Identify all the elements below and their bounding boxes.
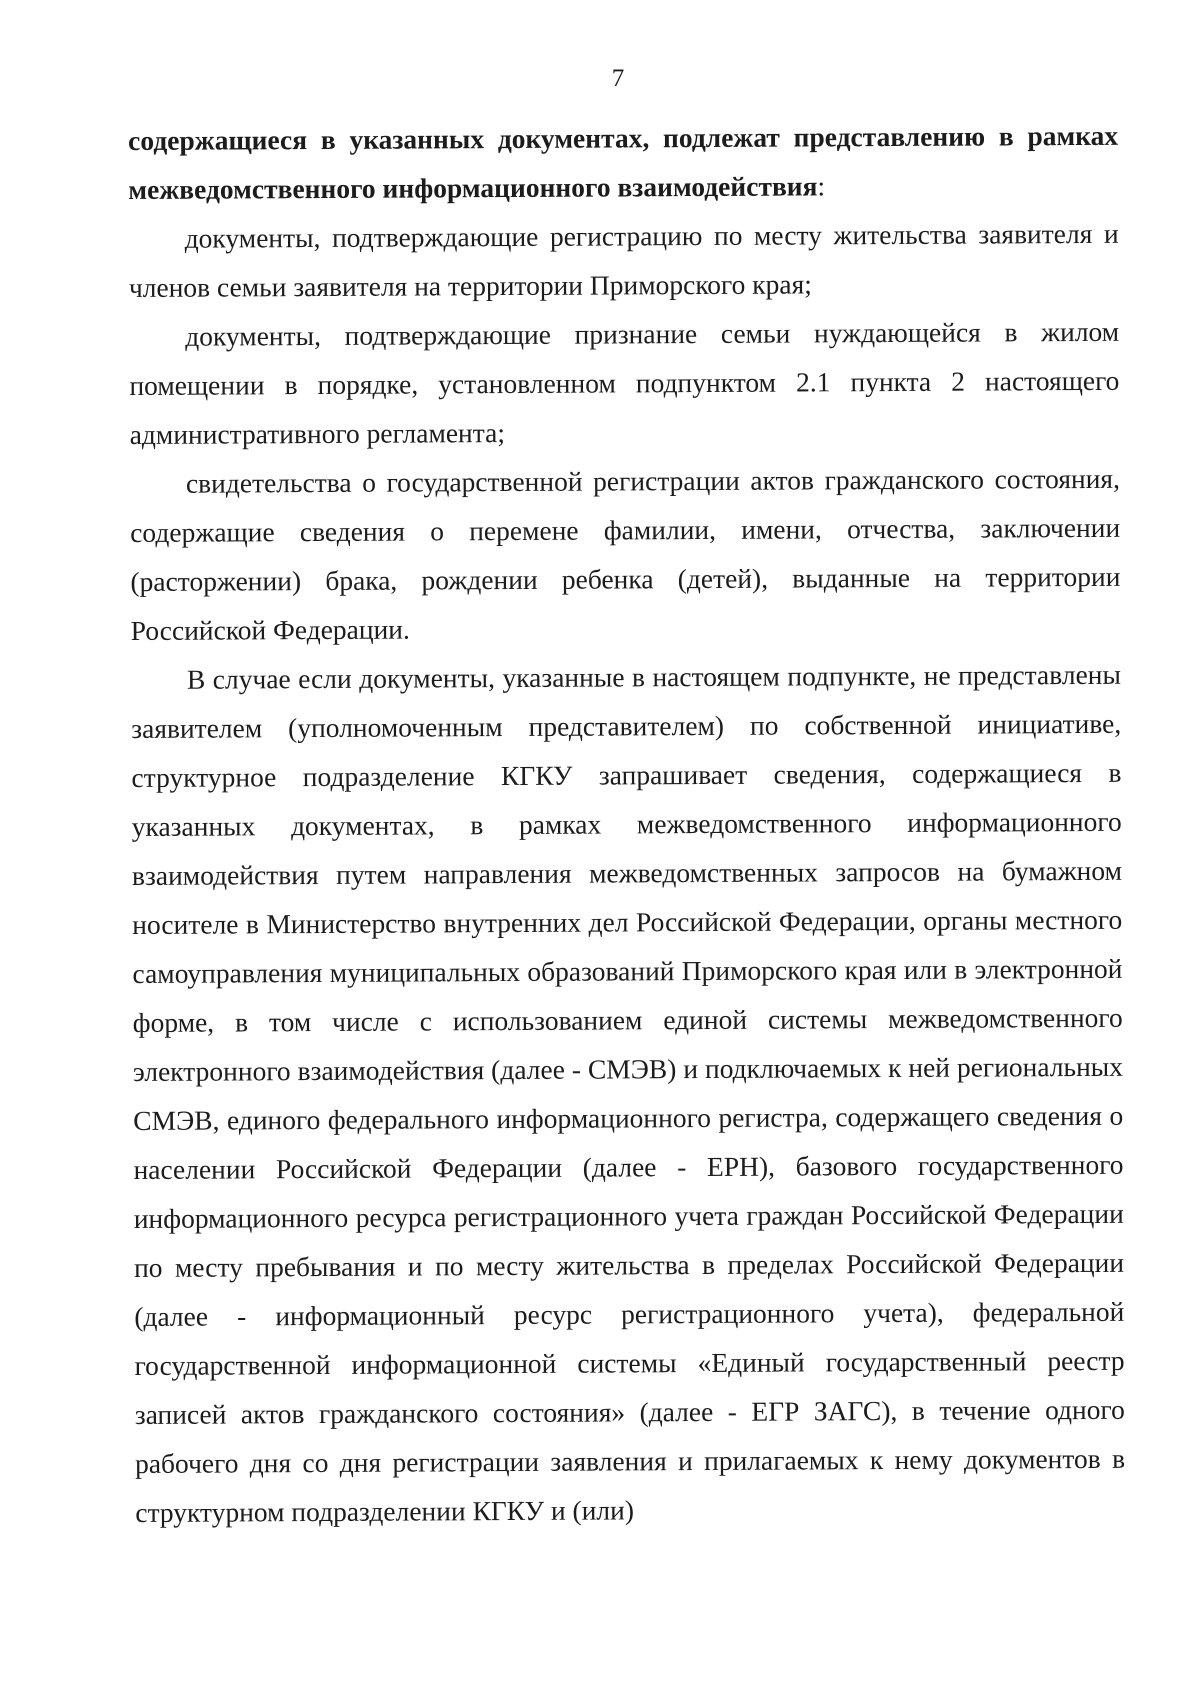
intro-colon: : bbox=[817, 170, 826, 202]
document-body bbox=[128, 111, 1125, 1537]
paragraph-civil-status-certificates: свидетельства о государственной регистрации актов гражданского состояния, содержащие сведения о перемене фамилии, имени, отчества, заключении (расторжении) брака, рождении ребенка (детей), выданные на территории Российской Федерации. bbox=[130, 462, 1121, 646]
paragraph-registration-documents: документы, подтверждающие регистрацию по месту жительства заявителя и членов семьи заявителя на территории Приморского края; bbox=[128, 217, 1119, 303]
page-number: 7 bbox=[611, 65, 625, 92]
intro-paragraph bbox=[128, 111, 1118, 214]
paragraph-needy-family-documents: документы, подтверждающие признание семьи нуждающейся в жилом помещении в порядке, установленном подпунктом 2.1 пункта 2 настоящего административного регламента; bbox=[129, 315, 1120, 450]
intro-bold-text: содержащиеся в указанных документах, подлежат представлению в рамках межведомственного информационного взаимодействия bbox=[128, 119, 1119, 205]
paragraph-interagency-requests: В случае если документы, указанные в настоящем подпункте, не представлены заявителем (уполномоченным представителем) по собственной инициативе, структурное подразделение КГКУ запрашивает сведения, содержащиеся в указанных документах, в рамках межведомственного информационного взаимодействия путем направления межведомственных запросов на бумажном носителе в Министерство внутренних дел Российской Федерации, органы местного самоуправления муниципальных образований Приморского края или в электронной форме, в том числе с использованием единой системы межведомственного электронного взаимодействия (далее - СМЭВ) и подключаемых к ней региональных СМЭВ, единого федерального информационного регистра, содержащего сведения о населении Российской Федерации (далее - ЕРН), базового государственного информационного ресурса регистрационного учета граждан Российской Федерации по месту пребывания и по месту жительства в пределах Российской Федерации (далее - информационный ресурс регистрационного учета), федеральной государственной информационной системы «Единый государственный реестр записей актов гражданского состояния» (далее - ЕГР ЗАГС), в течение одного рабочего дня со дня регистрации заявления и прилагаемых к нему документов в структурном подразделении КГКУ и (или) bbox=[131, 658, 1126, 1528]
